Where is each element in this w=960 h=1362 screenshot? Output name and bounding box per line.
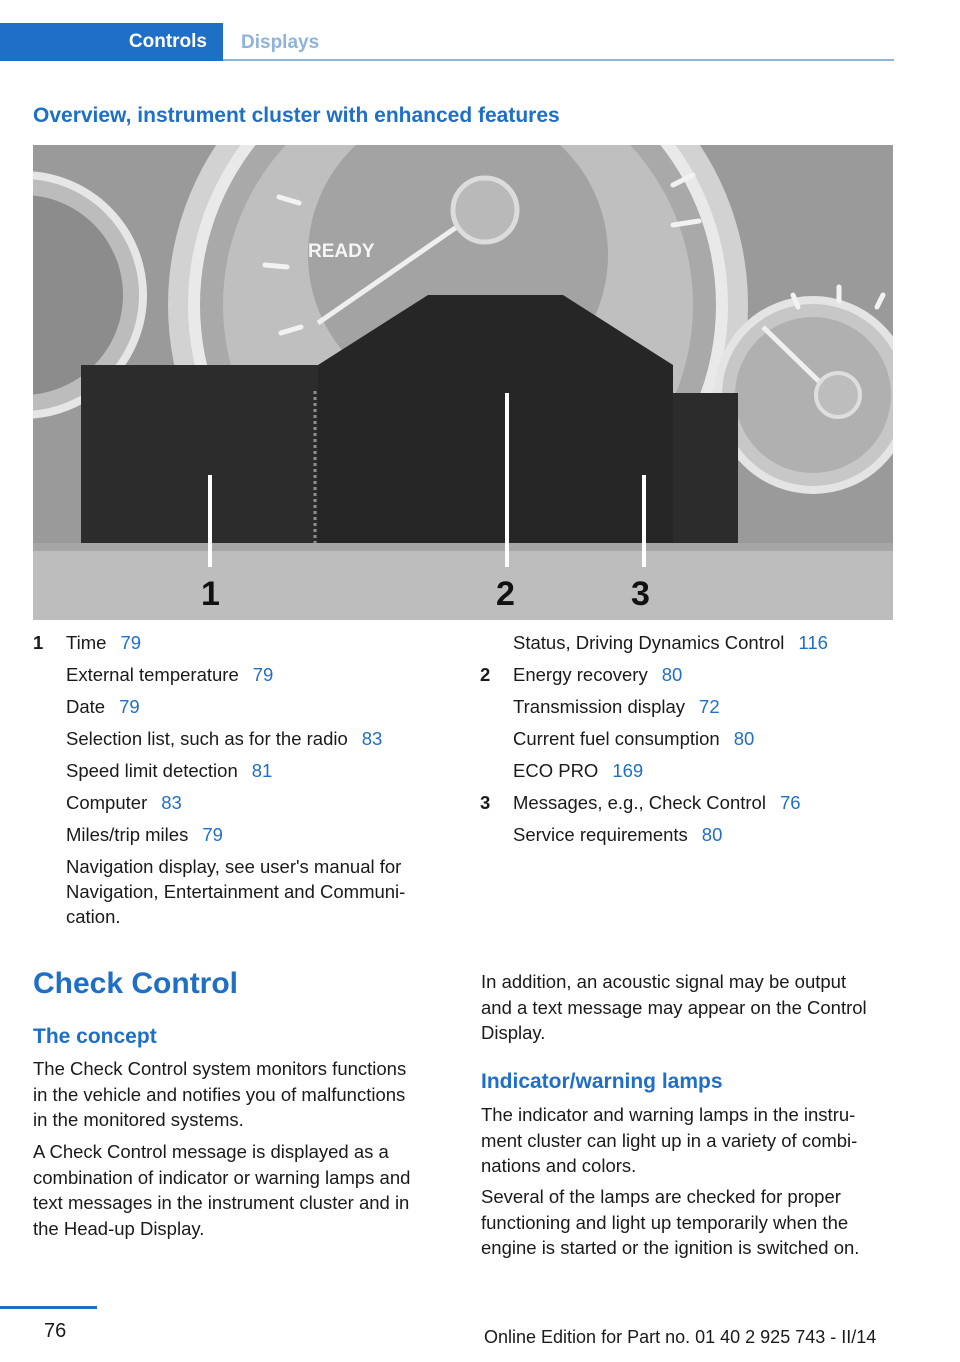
header-rule bbox=[223, 59, 894, 61]
page-ref-link[interactable]: 79 bbox=[252, 664, 274, 685]
instrument-cluster-figure bbox=[33, 145, 893, 620]
concept-paragraph-2: A Check Control message is displayed as a combination of indicator or warning lamps and text messages in the instrument cluster and in the Head-up Display. bbox=[33, 1141, 411, 1239]
page-ref-link[interactable]: 79 bbox=[119, 696, 140, 717]
list-item: Messages, e.g., Check Control 76 bbox=[513, 792, 801, 813]
page-ref-link[interactable]: 72 bbox=[699, 696, 720, 717]
callout-3: 3 bbox=[631, 575, 650, 613]
acoustic-signal-paragraph: In addition, an acoustic signal may be output and a text message may appear on the Control Display. bbox=[481, 971, 867, 1043]
item-number-3: 3 bbox=[480, 792, 491, 813]
page-ref-link[interactable]: 83 bbox=[161, 792, 182, 813]
page-ref-link[interactable]: 76 bbox=[779, 792, 801, 813]
footer-rule bbox=[0, 1306, 97, 1309]
page-ref-link[interactable]: 80 bbox=[661, 664, 683, 685]
list-item: Computer 83 bbox=[66, 792, 182, 813]
list-item: Speed limit detection 81 bbox=[66, 760, 273, 781]
gauge-ready-text: READY bbox=[308, 241, 375, 262]
list-item: External temperature 79 bbox=[66, 664, 274, 685]
lamps-paragraph-1: The indicator and warning lamps in the instru‐ ment cluster can light up in a variety of combi‐ nations and colors. bbox=[481, 1104, 858, 1176]
list-item: Miles/trip miles 79 bbox=[66, 824, 223, 845]
page-ref-link[interactable]: 79 bbox=[202, 824, 223, 845]
edition-note: Online Edition for Part no. 01 40 2 925 743 - II/14 bbox=[484, 1327, 877, 1347]
page-ref-link[interactable]: 83 bbox=[361, 728, 383, 749]
list-item: Service requirements 80 bbox=[513, 824, 723, 845]
page-ref-link[interactable]: 81 bbox=[251, 760, 273, 781]
page-ref-link[interactable]: 169 bbox=[612, 760, 644, 781]
section-title: Overview, instrument cluster with enhanced features bbox=[33, 104, 560, 127]
list-item: Time 79 bbox=[66, 632, 142, 653]
tab-displays[interactable]: Displays bbox=[241, 32, 320, 53]
page-ref-link[interactable]: 80 bbox=[733, 728, 755, 749]
list-item: Status, Driving Dynamics Control 116 bbox=[513, 632, 828, 653]
list-item: Current fuel consumption 80 bbox=[513, 728, 755, 749]
concept-paragraph-1: The Check Control system monitors functions in the vehicle and notifies you of malfunctions in the monitored systems. bbox=[33, 1058, 407, 1130]
page-ref-link[interactable]: 79 bbox=[120, 632, 142, 653]
check-control-title: Check Control bbox=[33, 967, 239, 1000]
lamps-heading: Indicator/warning lamps bbox=[481, 1070, 723, 1093]
list-item: Date 79 bbox=[66, 696, 140, 717]
header-tabs bbox=[0, 23, 894, 61]
callout-1: 1 bbox=[201, 575, 220, 613]
item-number-2: 2 bbox=[480, 664, 491, 685]
page-ref-link[interactable]: 80 bbox=[701, 824, 723, 845]
concept-heading: The concept bbox=[33, 1025, 157, 1048]
list-item: Transmission display 72 bbox=[513, 696, 720, 717]
list-item: Selection list, such as for the radio 83 bbox=[66, 728, 383, 749]
callout-2: 2 bbox=[496, 575, 515, 613]
navigation-note: Navigation display, see user's manual for Navigation, Entertainment and Communi‐ cation. bbox=[66, 856, 406, 927]
list-item: ECO PRO 169 bbox=[513, 760, 644, 781]
page-number: 76 bbox=[44, 1320, 67, 1342]
lamps-paragraph-2: Several of the lamps are checked for proper functioning and light up temporarily when the engine is started or the ignition is switched on. bbox=[481, 1186, 860, 1258]
tab-controls[interactable]: Controls bbox=[0, 23, 223, 61]
list-item: Energy recovery 80 bbox=[513, 664, 683, 685]
item-number-1: 1 bbox=[33, 632, 44, 653]
page-ref-link[interactable]: 116 bbox=[798, 632, 828, 653]
